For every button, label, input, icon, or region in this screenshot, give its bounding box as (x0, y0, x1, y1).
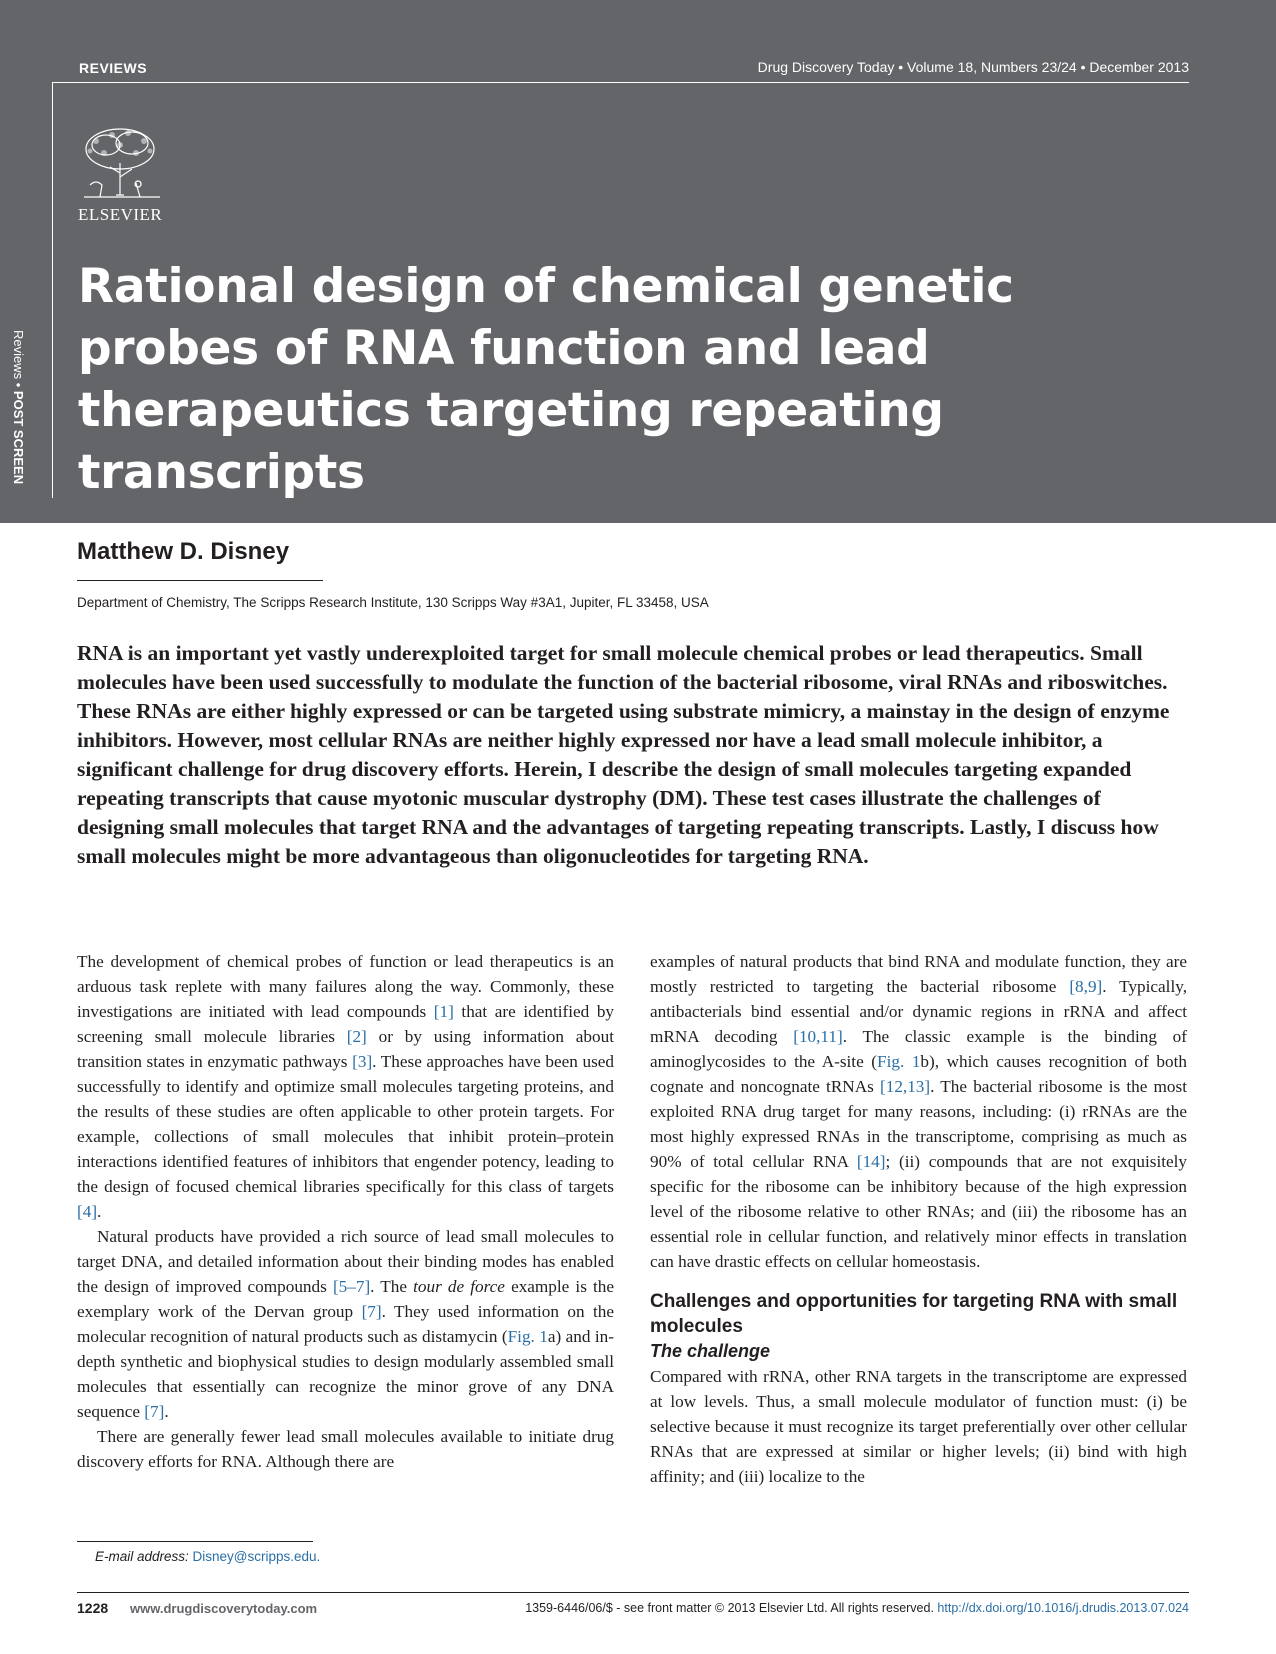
citation-link[interactable]: [8,9] (1069, 977, 1103, 996)
citation-link[interactable]: [14] (856, 1152, 886, 1171)
body-column-right (650, 949, 1187, 1489)
body-paragraph: Natural products have provided a rich source of lead small molecules to target DNA, and detailed information about their binding modes has enabled the design of improved compounds [5–7]. The tour de force example is the exemplary work of the Dervan group [7]. They used information on the molecular recognition of natural products such as distamycin (Fig. 1a) and in-depth synthetic and biophysical studies to design modularly assembled small molecules that essentially can recognize the minor grove of any DNA sequence [7]. (77, 1227, 615, 1421)
citation-link[interactable]: [5–7] (332, 1277, 371, 1296)
citation-link[interactable]: [10,11] (793, 1027, 843, 1046)
footer-rule (77, 1592, 1189, 1593)
author-name: Matthew D. Disney (77, 538, 290, 565)
email-link[interactable]: Disney@scripps.edu. (192, 1549, 321, 1564)
author-rule (77, 580, 323, 581)
article-title: Rational design of chemical genetic probes of RNA function and lead therapeutics targeting repeating transcripts (78, 259, 1014, 500)
citation-link[interactable]: [1] (433, 1002, 454, 1021)
footnote-rule (77, 1541, 313, 1542)
section-label: REVIEWS (79, 60, 148, 76)
side-rule (52, 82, 53, 498)
citation-link[interactable]: [7] (361, 1302, 382, 1321)
citation-link[interactable]: [2] (346, 1027, 367, 1046)
copyright-line: 1359-6446/06/$ - see front matter © 2013 Elsevier Ltd. All rights reserved. http://dx.doi.org/10.1016/j.drudis.2013.07.024 (525, 1601, 1189, 1615)
citation-link[interactable]: [7] (144, 1402, 165, 1421)
footnote (95, 1549, 320, 1564)
body-paragraph: Compared with rRNA, other RNA targets in the transcriptome are expressed at low levels. Thus, a small molecule modulator of function must: (i) be selective because it must recognize its target preferentially over other cellular RNAs that are expressed at similar or higher levels; (ii) bind with high affinity; and (iii) localize to the (650, 1367, 1187, 1486)
body-paragraph: examples of natural products that bind RNA and modulate function, they are mostly restricted to targeting the bacterial ribosome [8,9]. Typically, antibacterials bind essential and/or dynamic regions in rRNA and affect mRNA decoding [10,11]. The classic example is the binding of aminoglycosides to the A-site (Fig. 1b), which causes recognition of both cognate and noncognate tRNAs [12,13]. The bacterial ribosome is the most exploited RNA drug target for many reasons, including: (i) rRNAs are the most highly expressed RNAs in the transcriptome, comprising as much as 90% of total cellular RNA [14]; (ii) compounds that are not exquisitely specific for the ribosome can be inhibitory because of the high expression level of the ribosome relative to other RNAs; and (iii) the ribosome has an essential role in cellular function, and relatively minor effects in translation can have drastic effects on cellular homeostasis. (650, 952, 1187, 1271)
figure-link[interactable]: Fig. 1 (877, 1052, 921, 1071)
journal-website: www.drugdiscoverytoday.com (130, 1601, 318, 1616)
section-heading: Challenges and opportunities for targeting RNA with small molecules (650, 1291, 1178, 1337)
body-paragraph: There are generally fewer lead small molecules available to initiate drug discovery efforts for RNA. Although there are (77, 1427, 614, 1471)
page-number: 1228 (77, 1600, 109, 1616)
citation-link[interactable]: [4] (77, 1202, 98, 1221)
side-section-tab (11, 330, 26, 484)
body-column-left (77, 949, 614, 1474)
citation-link[interactable]: [12,13] (880, 1077, 931, 1096)
journal-citation: Drug Discovery Today • Volume 18, Numbers 23/24 • December 2013 (757, 59, 1189, 75)
footnote-label: E-mail address: (95, 1549, 193, 1564)
citation-link[interactable]: [3] (352, 1052, 373, 1071)
side-tab-label: POST SCREEN (11, 390, 26, 485)
body-paragraph: The development of chemical probes of function or lead therapeutics is an arduous task replete with many failures along the way. Commonly, these investigations are initiated with lead compounds [1] that are identified by screening small molecule libraries [2] or by using information about transition states in enzymatic pathways [3]. These approaches have been used successfully to identify and optimize small molecules targeting proteins, and the results of these studies are often applicable to other protein targets. For example, collections of small molecules that inhibit protein–protein interactions identified features of inhibitors that engender potency, leading to the design of focused chemical libraries specifically for this class of targets [4]. (77, 952, 615, 1221)
publisher-wordmark: ELSEVIER (78, 205, 163, 224)
doi-link[interactable]: http://dx.doi.org/10.1016/j.drudis.2013.07.024 (937, 1601, 1189, 1615)
side-tab-prefix: Reviews • (11, 330, 26, 391)
figure-link[interactable]: Fig. 1 (507, 1327, 548, 1346)
header-rule (52, 82, 1189, 83)
abstract: RNA is an important yet vastly underexploited target for small molecule chemical probes or lead therapeutics. Small molecules have been used successfully to modulate the function of the bacterial ribosome, viral RNAs and riboswitches. These RNAs are either highly expressed or can be targeted using substrate mimicry, a mainstay in the design of enzyme inhibitors. However, most cellular RNAs are neither highly expressed nor have a lead small molecule inhibitor, a significant challenge for drug discovery efforts. Herein, I describe the design of small molecules targeting expanded repeating transcripts that cause myotonic muscular dystrophy (DM). These test cases illustrate the challenges of designing small molecules that target RNA and the advantages of targeting repeating transcripts. Lastly, I discuss how small molecules might be more advantageous than oligonucleotides for targeting RNA. (77, 641, 1170, 868)
subsection-heading: The challenge (650, 1341, 771, 1361)
author-affiliation: Department of Chemistry, The Scripps Research Institute, 130 Scripps Way #3A1, Jupiter, FL 33458, USA (77, 595, 709, 610)
